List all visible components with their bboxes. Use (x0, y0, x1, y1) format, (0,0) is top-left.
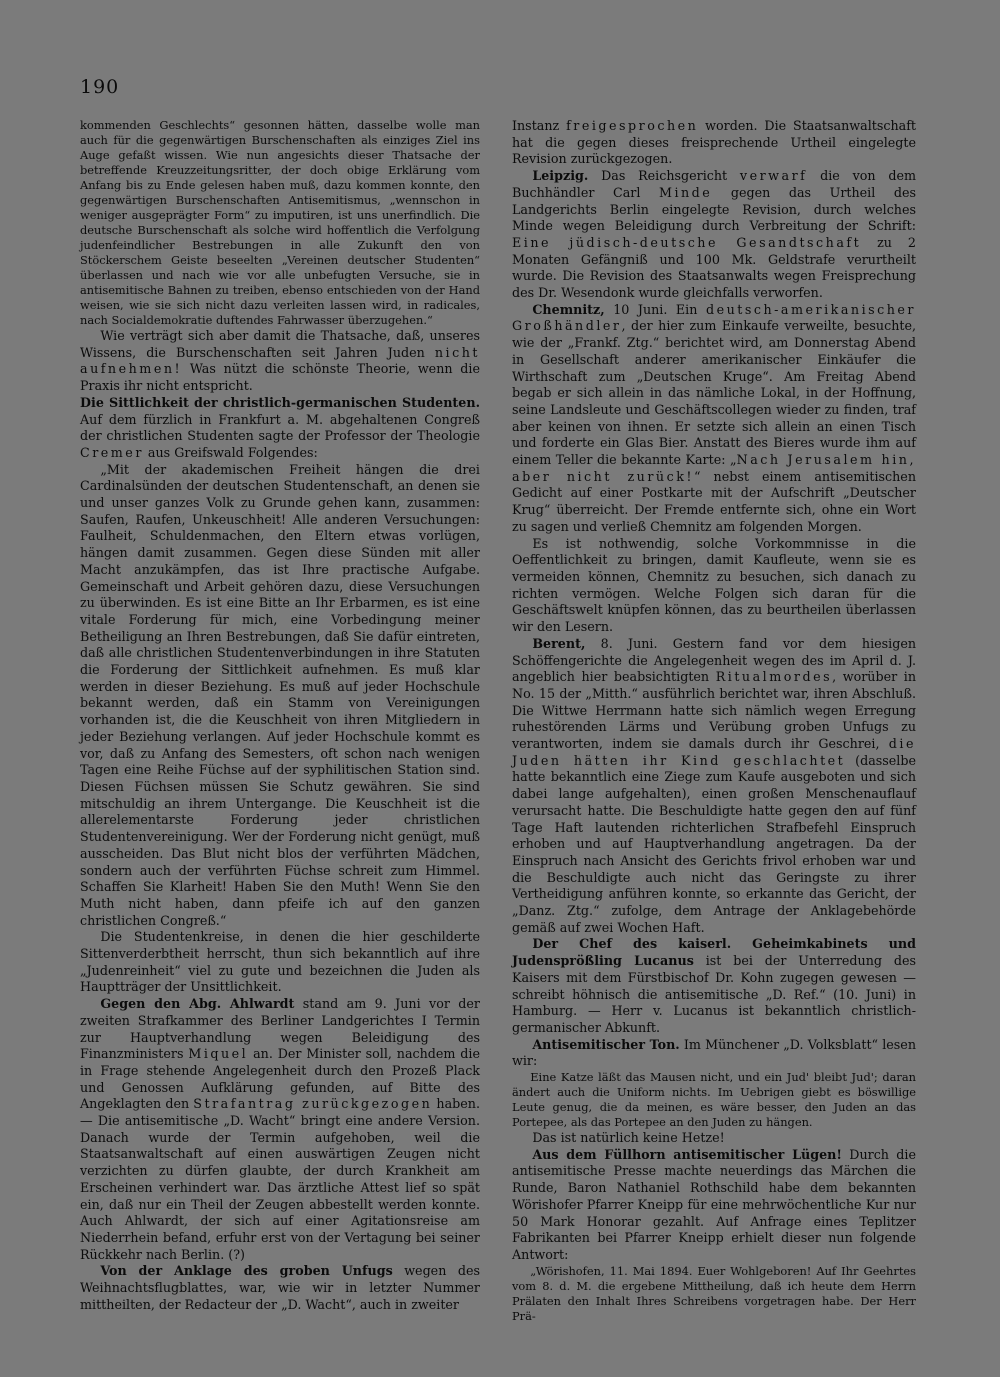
paragraph-text: zu 2 Monaten Gefängniß und 100 Mk. Geldstrafe verurtheilt wurde. Die Revision des Staatsanwalts wegen Freisprechung des Dr. Wesendonk wurde gleichfalls verworfen. (512, 234, 916, 301)
paragraph-text: Wie verträgt sich aber damit die Thatsache, daß, unseres Wissens, die Burschenschaften seit Jahren Juden (80, 328, 480, 360)
article-sittlichkeit (80, 395, 480, 462)
paragraph-text: Eine Katze läßt das Mausen nicht, und ein Jud' bleibt Jud'; daran ändert auch die Uniform nichts. Im Uebrigen giebt es böswillige Leute genug, die da meinen, es wäre besser, den Juden an das Portepee, als das Portepee an den Juden zu hängen. (512, 1070, 916, 1130)
spaced-name: Minde (658, 184, 713, 200)
paragraph-text: Das Reichsgericht (588, 168, 740, 184)
spaced-text: deutsch-amerikanischer Großhändler (512, 301, 916, 334)
paragraph-text: haben. — Die antisemitische „D. Wacht“ bringt eine andere Version. Danach wurde der Termin aufgehoben, weil die Staatsanwaltschaft auf einen auswärtigen Zeugen nicht verzichten zu dürfen glaubte, der durch Krankheit am Erscheinen verhindert war. Das ärztliche Attest lief so spät ein, daß nur ein Theil der Zeugen abbestellt werden konnte. Auch Ahlwardt, der sich auf einer Agitationsreise am Niederrhein befand, erfuhr erst von der Vertagung bei seiner Rückkehr nach Berlin. (?) (80, 1096, 481, 1262)
article-ahlwardt (80, 996, 480, 1263)
article-heading: Aus dem Füllhorn antisemitischer Lügen! (532, 1146, 842, 1162)
quote-paragraph (80, 462, 480, 930)
article-continuation (80, 118, 480, 328)
spaced-text: nicht aufnehmen! (80, 344, 480, 377)
spaced-text: freigesprochen (566, 118, 699, 133)
spaced-text: verwarf (739, 168, 808, 184)
paragraph-text: kommenden Geschlechts“ gesonnen hätten, dasselbe wolle man auch für die gegenwärtigen Burschenschaften als einziges Ziel ins Auge gefaßt wissen. Wie nun angesichts dieser Thatsache der betreffende Kreuzzeitungsritter, der doch obige Erklärung vom Anfang bis zu Ende gelesen haben muß, dazu kommen konnte, den gegenwärtigen Burschenschaften Antisemitismus, „wennschon in weniger ausgeprägter Form“ zu imputiren, ist uns unerfindlich. Die deutsche Burschenschaft als solche wird hoffentlich die Verfolgung judenfeindlicher Bestrebungen in alle Zukunft den von Stöckerschem Geiste beseelten „Vereinen deutscher Studenten“ überlassen und nach wie vor alle unbefugten Versuche, sie in antisemitische Bahnen zu treiben, ebenso entschieden von der Hand weisen, wie sie sich nicht dazu verleiten lassen wird, in radicales, nach Socialdemokratie duftendes Fahrwasser überzugehen.“ (80, 118, 480, 327)
right-column (512, 118, 916, 1324)
paragraph-text: „Mit der akademischen Freiheit hängen die drei Cardinalsünden der deutschen Studentenschaft, an denen sie und unser ganzes Volk zu Grunde gehen kann, zusammen: Saufen, Raufen, Unkeuschheit! Alle anderen Versuchungen: Faulheit, Schuldenmachen, den Eltern etwas vorlügen, hängen damit zusammen. Gegen diese Sünden mit aller Macht anzukämpfen, das ist Ihre practische Aufgabe. Gemeinschaft und Arbeit gehören dazu, diese Versuchungen zu überwinden. Es ist eine Bitte an Ihr Erbarmen, es ist eine vitale Forderung für mich, eine Vorbedingung meiner Betheiligung an Ihren Bestrebungen, daß Sie dafür eintreten, daß alle christlichen Studentenverbindungen in ihre Statuten die Forderung der Sittlichkeit aufnehmen. Es muß klar werden in dieser Beziehung. Es muß auf jeder Hochschule bekannt werden, daß ein Stamm von Vereinigungen vorhanden ist, die die Keuschheit von ihren Mitgliedern in jeder Beziehung verlangen. Auf jeder Hochschule kommt es vor, daß zu Anfang des Semesters, oft schon nach wenigen Tagen eine Reihe Füchse auf der syphilitischen Station sind. Diesen Füchsen müssen Sie Schutz gewähren. Sie sind mitschuldig an ihrem Untergange. Die Keuschheit ist die allerelementarste Forderung jeder christlichen Studentenvereinigung. Wer der Forderung nicht genügt, muß ausscheiden. Das Blut nicht blos der verführten Mädchen, sondern auch der verführten Füchse schreit zum Himmel. Schaffen Sie Klarheit! Haben Sie den Muth! Wenn Sie den Muth nicht haben, dann pfeife ich auf den ganzen christlichen Congreß.“ (80, 461, 480, 928)
spaced-text: Nach Jerusalem hin, aber nicht zurück! (512, 452, 916, 484)
quote-paragraph (512, 1070, 916, 1130)
article-continuation (512, 118, 916, 168)
spaced-text: Eine jüdisch-deutsche Gesandtschaft (512, 234, 862, 250)
spaced-text: Ritualmordes (715, 669, 833, 685)
paragraph-text: Im Münchener „D. Volksblatt“ lesen wir: (512, 1036, 916, 1069)
paragraph-text: wegen des Weihnachtsflugblattes, war, wie wir in letzter Nummer mittheilten, der Redacteur der „D. Wacht“, auch in zweiter (80, 1263, 480, 1312)
paragraph-text: “ nebst einem antisemitischen Gedicht auf einer Postkarte mit der Aufschrift „Deutscher Krug“ überreicht. Der Fremde entfernte sich, ohne ein Wort zu sagen und verließ Chemnitz am folgenden Morgen. (512, 468, 916, 534)
article-heading: Von der Anklage des groben Unfugs (100, 1263, 393, 1279)
article-heading: Die Sittlichkeit der christlich-germanischen Studenten. (80, 394, 480, 410)
paragraph-text: Was nützt die schönste Theorie, wenn die Praxis ihr nicht entspricht. (80, 361, 480, 394)
paragraph-text: worden. Die Staatsanwaltschaft hat die gegen dieses freisprechende Urtheil eingelegte Revision zurückgezogen. (512, 118, 916, 167)
article-berent (512, 636, 916, 937)
left-column (80, 118, 480, 1313)
paragraph-text: an. Der Minister soll, nachdem die in Frage stehende Angelegenheit durch den Prozeß Plack und Genossen Aufklärung gefunden, auf Bitte des Angeklagten den (80, 1046, 480, 1112)
paragraph-text: Instanz (512, 118, 567, 133)
article-heading: Leipzig. (532, 168, 589, 184)
paragraph-text: , der hier zum Einkaufe verweilte, besuchte, wie der „Frankf. Ztg.“ berichtet wird, am Donnerstag Abend in Gesellschaft anderer amerikanischer Einkäufer die Wirthschaft zum „Deutschen Kruge“. Am Freitag Abend begab er sich allein in das nämliche Lokal, in der Hoffnung, seine Landsleute und Geschäftscollegen wieder zu finden, traf aber keinen von ihnen. Er setzte sich allein an einen Tisch und forderte ein Glas Bier. Anstatt des Bieres wurde ihm auf einem Teller die bekannte Karte: „ (512, 318, 916, 468)
paragraph-text: (dasselbe hatte bekanntlich eine Ziege zum Kaufe ausgeboten und sich dabei lange aufgehalten), einen großen Menschenauflauf verursacht hatte. Die Beschuldigte hatte gegen den auf fünf Tage Haft lautenden richterlichen Strafbefehl Einspruch erhoben und auf Hauptverhandlung angetragen. Da der Einspruch nach Ansicht des Gerichts frivol erhoben war und die Beschuldigte auch nicht das Geringste zu ihrer Vertheidigung anführen konnte, so erkannte das Gericht, der „Danz. Ztg.“ zufolge, dem Antrage der Anklagebehörde gemäß auf zwei Wochen Haft. (512, 752, 916, 935)
spaced-name: Cremer (80, 444, 144, 460)
paragraph-text: gegen das Urtheil des Landgerichts Berlin eingelegte Revision, durch welches Minde wegen Beleidigung durch Verbreitung der Schrift: (512, 184, 916, 234)
paragraph-text: Durch die antisemitische Presse machte neuerdings das Märchen die Runde, Baron Nathaniel Rothschild habe dem bekannten Wörishofer Pfarrer Kneipp für eine mehrwöchentliche Kur nur 50 Mark Honorar gezahlt. Auf Anfrage eines Teplitzer Fabrikanten bei Pfarrer Kneipp erhielt dieser nun folgende Antwort: (512, 1146, 916, 1262)
paragraph-text: „Wörishofen, 11. Mai 1894. Euer Wohlgeboren! Auf Ihr Geehrtes vom 8. d. M. die ergebene Mittheilung, daß ich heute dem Herrn Prälaten den Inhalt Ihres Schreibens vorgetragen habe. Der Herr Prä- (512, 1263, 916, 1323)
paragraph-text: 8. Juni. Gestern fand vor dem hiesigen Schöffengerichte die Angelegenheit wegen des im April d. J. angeblich hier beabsichtigten (512, 635, 916, 685)
article-lucanus (512, 936, 916, 1036)
article-heading: Gegen den Abg. Ahlwardt (100, 996, 295, 1012)
article-heading: Chemnitz, (532, 301, 605, 317)
paragraph (512, 1130, 916, 1147)
paragraph (80, 328, 480, 395)
paragraph-text: aus Greifswald Folgendes: (143, 444, 318, 460)
spaced-text: Strafantrag zurückgezogen (193, 1096, 433, 1112)
paragraph-text: Es ist nothwendig, solche Vorkommnisse in die Oeffentlichkeit zu bringen, damit Kaufleute, wenn sie es vermeiden können, Chemnitz zu besuchen, sich danach zu richten vermögen. Welche Folgen sich daran für die Geschäftswelt knüpfen können, das zu beurtheilen überlassen wir den Lesern. (512, 535, 916, 635)
paragraph-text: , worüber in No. 15 der „Mitth.“ ausführlich berichtet war, ihren Abschluß. Die Wittwe Herrmann hatte sich nämlich wegen Erregung ruhestörenden Lärms und Verübung groben Unfugs zu verantworten, indem sie damals durch ihr Geschrei, (512, 669, 917, 752)
spaced-text: die Juden hätten ihr Kind geschlachtet (512, 736, 916, 768)
paragraph-text: die von dem Buchhändler Carl (512, 168, 916, 200)
paragraph (512, 536, 916, 636)
article-ton (512, 1037, 916, 1070)
spaced-name: Miquel (188, 1046, 249, 1062)
article-heading: Antisemitischer Ton. (532, 1036, 680, 1052)
article-leipzig (512, 168, 916, 302)
page-number: 190 (80, 76, 120, 98)
article-unfug (80, 1263, 480, 1313)
paragraph-text: Das ist natürlich keine Hetze! (532, 1130, 725, 1146)
article-heading: Berent, (532, 635, 586, 651)
paragraph-text: ist bei der Unterredung des Kaisers mit dem Fürstbischof Dr. Kohn zugegen gewesen — schreibt höhnisch die antisemitische „D. Ref.“ (10. Juni) in Hamburg. — Herr v. Lucanus ist bekanntlich christlich-germanischer Abkunft. (512, 953, 916, 1035)
paragraph-text: stand am 9. Juni vor der zweiten Strafkammer des Berliner Landgerichtes I Termin zur Hauptverhandlung wegen Beleidigung des Finanzministers (80, 996, 481, 1062)
article-chemnitz (512, 302, 916, 536)
paragraph (80, 929, 480, 996)
article-heading: Der Chef des kaiserl. Geheimkabinets und Judensprößling Lucanus (512, 936, 916, 969)
article-fuellhorn (512, 1147, 916, 1264)
quote-paragraph (512, 1264, 916, 1324)
paragraph-text: 10 Juni. Ein (604, 301, 706, 317)
paragraph-text: Auf dem fürzlich in Frankfurt a. M. abgehaltenen Congreß der christlichen Studenten sagte der Professor der Theologie (80, 411, 480, 444)
paragraph-text: Die Studentenkreise, in denen die hier geschilderte Sittenverderbtheit herrscht, thun sich bekanntlich auf ihre „Judenreinheit“ viel zu gute und bezeichnen die Juden als Hauptträger der Unsittlichkeit. (80, 929, 480, 995)
